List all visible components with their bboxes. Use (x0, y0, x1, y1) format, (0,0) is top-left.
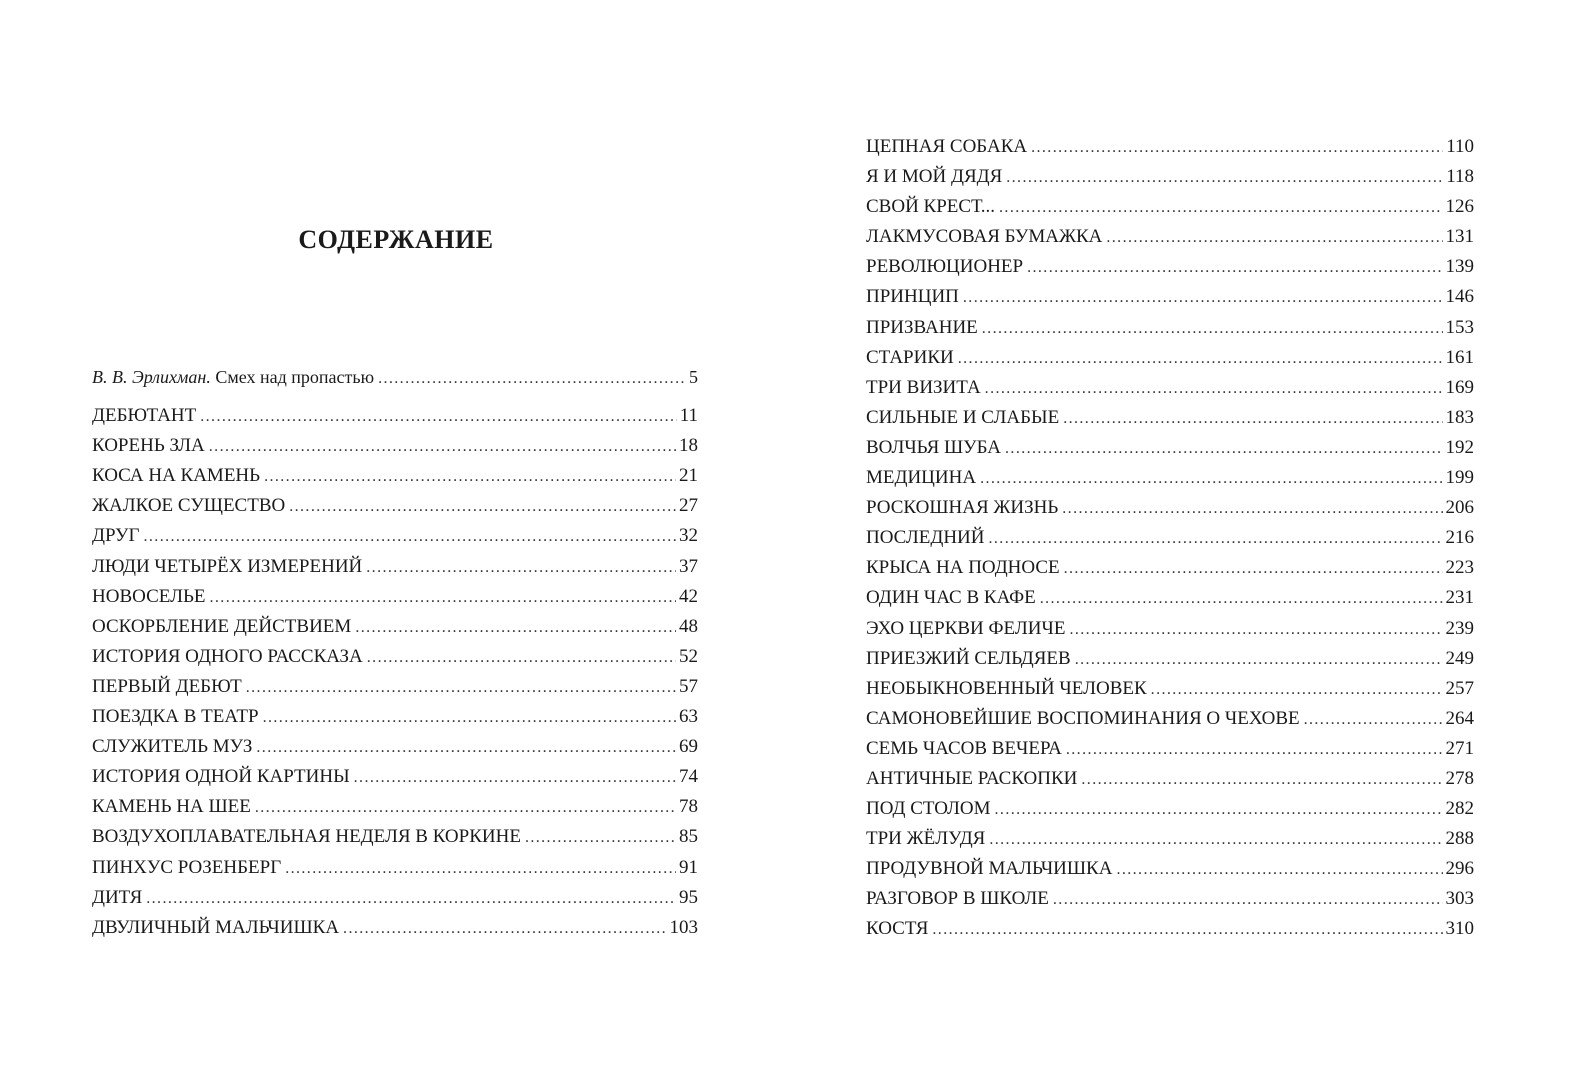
dot-leader (1304, 711, 1443, 729)
toc-entry[interactable] (92, 495, 698, 525)
toc-entry[interactable] (92, 887, 698, 917)
toc-entry-title: ЖАЛКОЕ СУЩЕСТВО (92, 495, 286, 517)
dot-leader (958, 350, 1443, 368)
toc-entry[interactable] (866, 347, 1474, 377)
dot-leader (1116, 861, 1442, 879)
toc-entry-page: 74 (679, 766, 698, 788)
toc-entry-page: 257 (1445, 677, 1474, 699)
dot-leader (255, 799, 676, 817)
dot-leader (989, 530, 1443, 548)
dot-leader (525, 829, 676, 847)
toc-entry-page: 278 (1445, 767, 1474, 789)
toc-entry-page: 110 (1446, 136, 1474, 157)
toc-entry-page: 139 (1445, 256, 1474, 278)
toc-entry-title: ТРИ ЖЁЛУДЯ (866, 828, 986, 850)
toc-entry[interactable] (866, 557, 1474, 587)
toc-entry[interactable] (866, 166, 1474, 196)
toc-entry-page: 183 (1445, 406, 1474, 428)
dot-leader (1053, 891, 1443, 909)
dot-leader (1040, 590, 1443, 608)
dot-leader (1075, 651, 1443, 669)
toc-entry-title: Я И МОЙ ДЯДЯ (866, 166, 1003, 188)
toc-list-left (92, 367, 698, 947)
toc-entry-title: ПОСЛЕДНИЙ (866, 527, 985, 549)
toc-entry[interactable] (866, 618, 1474, 648)
dot-leader (995, 801, 1443, 819)
dot-leader (210, 589, 677, 607)
toc-entry-title: ТРИ ВИЗИТА (866, 376, 981, 398)
toc-entry-page: 37 (679, 555, 698, 577)
toc-entry[interactable] (92, 586, 698, 616)
toc-entry-page: 206 (1445, 497, 1474, 519)
dot-leader (932, 921, 1442, 939)
toc-entry-page: 69 (679, 736, 698, 758)
dot-leader (289, 498, 676, 516)
toc-entry-title: ПРОДУВНОЙ МАЛЬЧИШКА (866, 858, 1113, 880)
toc-entry-title: ПРИНЦИП (866, 286, 959, 308)
toc-entry[interactable] (866, 708, 1474, 738)
intro-author: В. В. Эрлихман. (92, 367, 211, 387)
toc-entry-title: ПРИЗВАНИЕ (866, 316, 978, 338)
toc-entry[interactable] (866, 407, 1474, 437)
toc-entry-page: 199 (1445, 467, 1474, 489)
toc-entry[interactable] (866, 587, 1474, 617)
dot-leader (367, 649, 676, 667)
toc-entry-page: 264 (1445, 707, 1474, 729)
toc-entry-page: 282 (1445, 798, 1474, 820)
toc-entry[interactable] (92, 706, 698, 736)
toc-entry-page: 126 (1445, 196, 1474, 218)
dot-leader (200, 408, 676, 426)
toc-entry[interactable] (92, 826, 698, 856)
toc-entry-title: МЕДИЦИНА (866, 467, 977, 489)
dot-leader (378, 370, 686, 388)
toc-entry-title: СЕМЬ ЧАСОВ ВЕЧЕРА (866, 737, 1062, 759)
dot-leader (366, 559, 676, 577)
toc-entry-page: 231 (1445, 587, 1474, 609)
toc-entry[interactable] (866, 828, 1474, 858)
toc-entry-title: НЕОБЫКНОВЕННЫЙ ЧЕЛОВЕК (866, 677, 1147, 699)
toc-entry-title: СВОЙ КРЕСТ... (866, 196, 996, 218)
toc-entry[interactable] (92, 766, 698, 796)
page-title: СОДЕРЖАНИЕ (298, 225, 494, 255)
toc-entry[interactable] (866, 738, 1474, 768)
toc-entry-page: 169 (1445, 376, 1474, 398)
toc-entry-title: ОДИН ЧАС В КАФЕ (866, 587, 1036, 609)
toc-entry-title: РОСКОШНАЯ ЖИЗНЬ (866, 497, 1059, 519)
toc-entry[interactable] (866, 527, 1474, 557)
toc-entry[interactable] (866, 678, 1474, 708)
toc-entry[interactable] (92, 435, 698, 465)
toc-entry-title: СИЛЬНЫЕ И СЛАБЫЕ (866, 406, 1060, 428)
toc-entry-page: 48 (679, 615, 698, 637)
dot-leader (1063, 410, 1442, 428)
toc-entry[interactable] (92, 917, 698, 947)
dot-leader (1062, 500, 1442, 518)
toc-entry-title: СТАРИКИ (866, 346, 954, 368)
dot-leader (980, 470, 1442, 488)
toc-entry-title: ВОЗДУХОПЛАВАТЕЛЬНАЯ НЕДЕЛЯ В КОРКИНЕ (92, 826, 521, 848)
toc-entry-title: ОСКОРБЛЕНИЕ ДЕЙСТВИЕМ (92, 615, 352, 637)
toc-entry[interactable] (92, 616, 698, 646)
toc-entry-page: 271 (1445, 737, 1474, 759)
dot-leader (1151, 681, 1443, 699)
toc-entry[interactable] (92, 736, 698, 766)
toc-entry[interactable] (866, 437, 1474, 467)
toc-entry-title: ПОД СТОЛОМ (866, 798, 991, 820)
toc-entry-title: ЛАКМУСОВАЯ БУМАЖКА (866, 226, 1103, 248)
toc-entry[interactable] (92, 676, 698, 706)
dot-leader (1031, 139, 1443, 157)
dot-leader (1081, 771, 1442, 789)
toc-entry-page: 310 (1445, 918, 1474, 940)
toc-entry-page: 288 (1445, 828, 1474, 850)
toc-entry-page: 42 (679, 585, 698, 607)
toc-entry-title: ИСТОРИЯ ОДНОГО РАССКАЗА (92, 645, 363, 667)
toc-entry-page: 146 (1445, 286, 1474, 308)
toc-entry-title: КОРЕНЬ ЗЛА (92, 435, 205, 457)
toc-entry[interactable] (866, 196, 1474, 226)
toc-entry-page: 32 (679, 525, 698, 547)
toc-entry[interactable] (866, 497, 1474, 527)
toc-entry-title (92, 367, 374, 388)
toc-entry-page: 95 (679, 886, 698, 908)
toc-entry[interactable] (866, 858, 1474, 888)
dot-leader (1069, 621, 1442, 639)
toc-entry-title: ДРУГ (92, 525, 140, 547)
toc-entry-title: ПЕРВЫЙ ДЕБЮТ (92, 675, 242, 697)
toc-entry-page: 57 (679, 675, 698, 697)
toc-entry-title: ИСТОРИЯ ОДНОЙ КАРТИНЫ (92, 766, 350, 788)
dot-leader (144, 528, 677, 546)
toc-entry[interactable] (866, 798, 1474, 828)
toc-entry-page: 27 (679, 495, 698, 517)
toc-entry-title: ДИТЯ (92, 886, 143, 908)
dot-leader (989, 831, 1442, 849)
toc-entry[interactable] (866, 286, 1474, 316)
toc-entry[interactable] (92, 646, 698, 676)
toc-entry[interactable] (866, 888, 1474, 918)
toc-entry[interactable] (92, 525, 698, 555)
dot-leader (963, 289, 1443, 307)
toc-entry[interactable] (866, 136, 1474, 166)
dot-leader (263, 709, 676, 727)
dot-leader (1006, 169, 1443, 187)
toc-entry-page: 18 (679, 435, 698, 457)
toc-entry-page: 5 (689, 367, 698, 387)
dot-leader (1066, 741, 1443, 759)
toc-entry-title: НОВОСЕЛЬЕ (92, 585, 206, 607)
toc-entry[interactable] (92, 796, 698, 826)
toc-entry[interactable] (92, 556, 698, 586)
toc-entry-page: 239 (1445, 617, 1474, 639)
toc-entry-title: АНТИЧНЫЕ РАСКОПКИ (866, 767, 1078, 789)
toc-entry[interactable] (866, 377, 1474, 407)
dot-leader (982, 320, 1443, 338)
toc-entry[interactable] (866, 256, 1474, 286)
toc-entry[interactable] (92, 405, 698, 435)
toc-entry[interactable] (866, 648, 1474, 678)
dot-leader (1027, 259, 1442, 277)
toc-entry-page: 249 (1445, 647, 1474, 669)
dot-leader (1064, 560, 1443, 578)
toc-entry-page: 153 (1445, 316, 1474, 338)
toc-entry[interactable] (92, 465, 698, 495)
toc-entry-page: 52 (679, 645, 698, 667)
toc-entry-page: 11 (679, 405, 698, 427)
toc-entry-intro[interactable] (92, 367, 698, 397)
toc-entry[interactable] (92, 857, 698, 887)
toc-entry[interactable] (866, 226, 1474, 256)
toc-entry-title: КРЫСА НА ПОДНОСЕ (866, 557, 1060, 579)
toc-entry-title: САМОНОВЕЙШИЕ ВОСПОМИНАНИЯ О ЧЕХОВЕ (866, 707, 1300, 729)
toc-entry[interactable] (866, 918, 1474, 948)
toc-entry-title: РЕВОЛЮЦИОНЕР (866, 256, 1024, 278)
toc-entry[interactable] (866, 467, 1474, 497)
toc-entry-title: ДЕБЮТАНТ (92, 405, 197, 427)
toc-entry-title: ДВУЛИЧНЫЙ МАЛЬЧИШКА (92, 916, 340, 938)
left-page (0, 0, 788, 1080)
toc-entry-page: 131 (1445, 226, 1474, 248)
toc-entry-page: 223 (1445, 557, 1474, 579)
dot-leader (209, 438, 676, 456)
toc-entry-title: КОСТЯ (866, 918, 929, 940)
dot-leader (256, 739, 676, 757)
toc-entry-title: ЦЕПНАЯ СОБАКА (866, 136, 1028, 157)
dot-leader (285, 860, 676, 878)
toc-list-right (866, 136, 1474, 949)
dot-leader (146, 890, 676, 908)
toc-entry-page: 303 (1445, 888, 1474, 910)
intro-title: Смех над пропастью (215, 367, 375, 387)
dot-leader (1005, 440, 1442, 458)
toc-entry-page: 63 (679, 706, 698, 728)
toc-entry-page: 296 (1445, 858, 1474, 880)
toc-entry-page: 85 (679, 826, 698, 848)
toc-entry-title: ПРИЕЗЖИЙ СЕЛЬДЯЕВ (866, 647, 1071, 669)
right-page (788, 0, 1577, 1080)
dot-leader (985, 380, 1443, 398)
toc-entry-page: 78 (679, 796, 698, 818)
toc-entry-title: РАЗГОВОР В ШКОЛЕ (866, 888, 1049, 910)
toc-entry-page: 103 (669, 916, 698, 938)
toc-entry-title: КОСА НА КАМЕНЬ (92, 465, 261, 487)
dot-leader (343, 920, 666, 938)
toc-entry-page: 192 (1445, 436, 1474, 458)
toc-entry-title: КАМЕНЬ НА ШЕЕ (92, 796, 251, 818)
toc-entry-page: 161 (1445, 346, 1474, 368)
toc-entry[interactable] (866, 768, 1474, 798)
toc-entry-title: ПОЕЗДКА В ТЕАТР (92, 706, 259, 728)
dot-leader (999, 199, 1442, 217)
toc-entry-page: 21 (679, 465, 698, 487)
toc-entry-title: ЛЮДИ ЧЕТЫРЁХ ИЗМЕРЕНИЙ (92, 555, 363, 577)
toc-entry-page: 118 (1446, 166, 1474, 188)
toc-entry-page: 216 (1445, 527, 1474, 549)
dot-leader (1106, 229, 1442, 247)
toc-entry-title: ВОЛЧЬЯ ШУБА (866, 436, 1002, 458)
dot-leader (264, 468, 676, 486)
toc-entry-page: 91 (679, 856, 698, 878)
dot-leader (355, 619, 676, 637)
toc-entry-title: ЭХО ЦЕРКВИ ФЕЛИЧЕ (866, 617, 1066, 639)
dot-leader (354, 769, 676, 787)
dot-leader (246, 679, 676, 697)
toc-entry[interactable] (866, 317, 1474, 347)
toc-entry-title: ПИНХУС РОЗЕНБЕРГ (92, 856, 282, 878)
toc-entry-title: СЛУЖИТЕЛЬ МУЗ (92, 736, 253, 758)
